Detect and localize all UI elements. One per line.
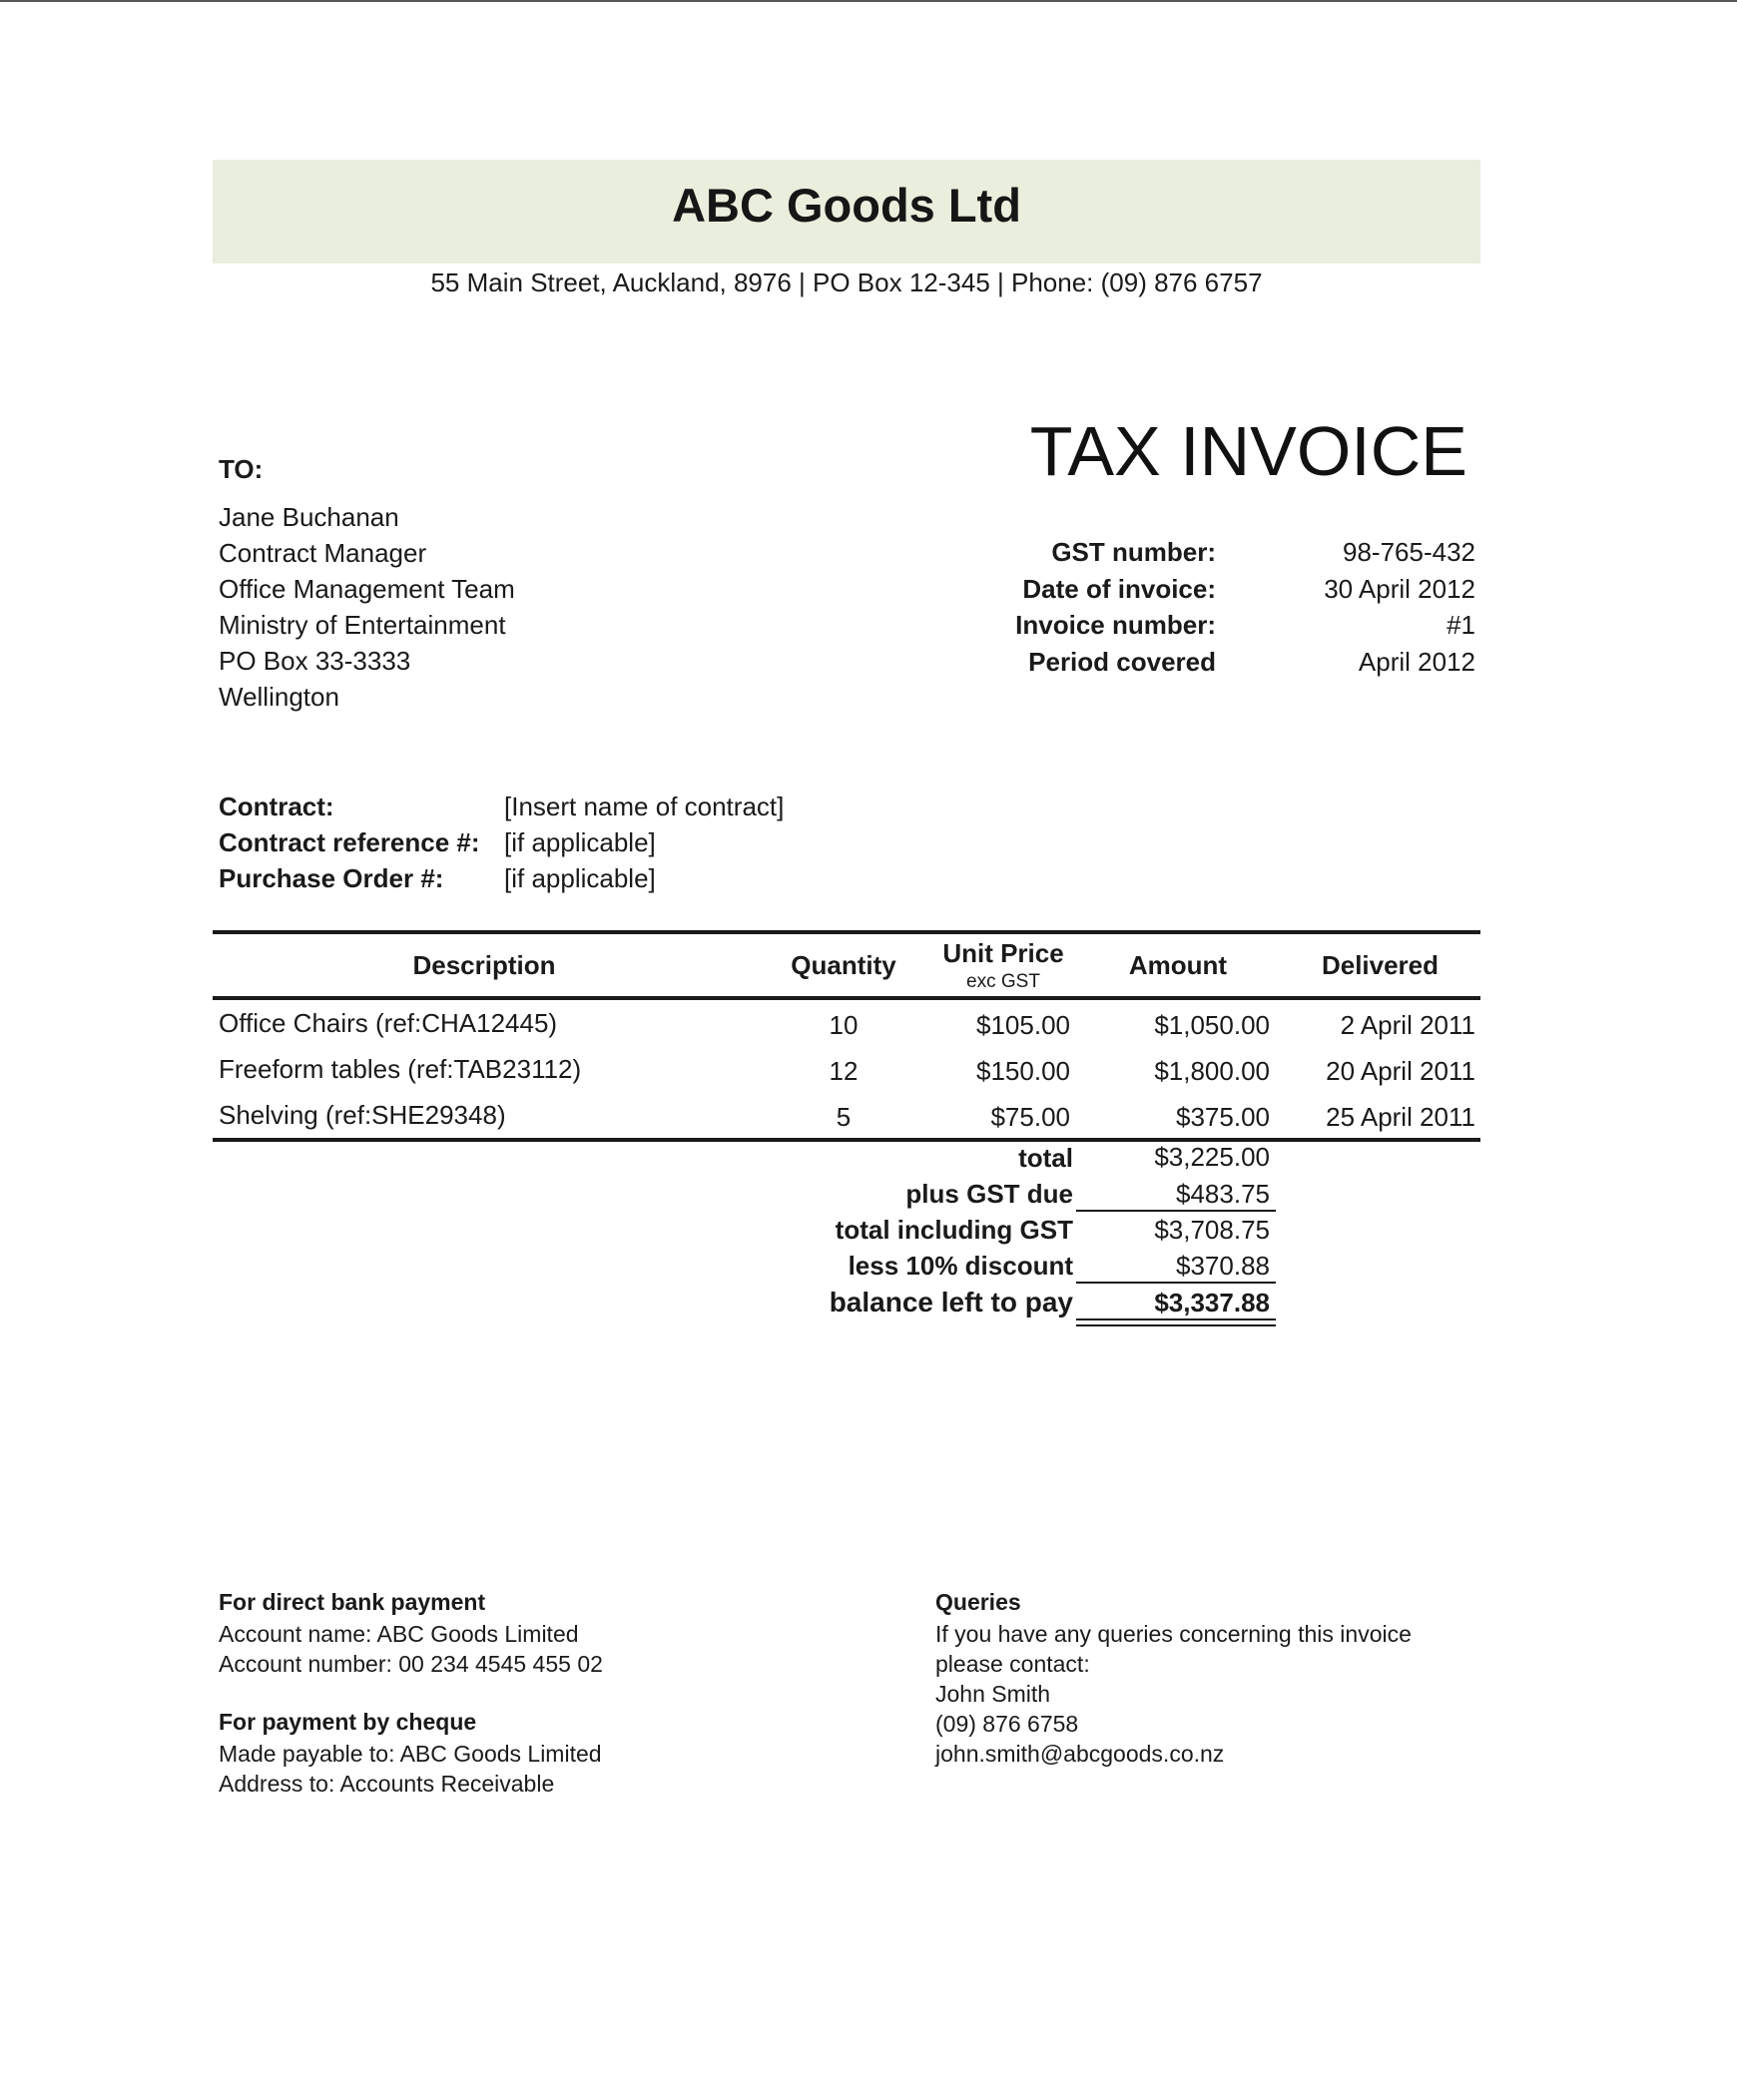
recipient-line: Wellington — [219, 682, 339, 712]
table-top-rule — [213, 930, 1480, 934]
header-delivered: Delivered — [1321, 950, 1440, 980]
contract-reference-value: [if applicable] — [504, 827, 656, 857]
row-delivered: 25 April 2011 — [1326, 1102, 1475, 1132]
recipient-line: Contract Manager — [219, 538, 427, 568]
header-amount: Amount — [1128, 950, 1228, 980]
summary-underline — [1076, 1210, 1276, 1212]
contract-values — [504, 788, 784, 896]
summary-underline — [1076, 1282, 1276, 1284]
header-unit-price-sub: exc GST — [966, 971, 1040, 992]
summary-total-incl-gst-value: $3,708.75 — [1154, 1215, 1270, 1245]
summary-discount-label: less 10% discount — [848, 1251, 1073, 1281]
balance-double-underline — [1076, 1318, 1276, 1320]
row-quantity: 5 — [836, 1102, 852, 1132]
summary-discount-value: $370.88 — [1176, 1251, 1270, 1281]
row-quantity: 12 — [829, 1056, 859, 1086]
row-amount: $1,050.00 — [1154, 1010, 1270, 1040]
recipient-line: Jane Buchanan — [219, 502, 399, 532]
row-unit-price: $75.00 — [990, 1102, 1070, 1132]
recipient-label: TO: — [219, 454, 264, 484]
contract-reference-label: Contract reference #: — [219, 827, 480, 857]
table-header-rule — [213, 996, 1480, 1000]
contract-label: Contract: — [219, 791, 334, 821]
row-delivered: 2 April 2011 — [1340, 1010, 1475, 1040]
cheque-payable-to: Made payable to: ABC Goods Limited — [219, 1741, 602, 1767]
row-description: Office Chairs (ref:CHA12445) — [219, 1008, 558, 1038]
row-amount: $375.00 — [1176, 1102, 1270, 1132]
invoice-number-value: #1 — [1447, 610, 1475, 640]
recipient-address — [219, 499, 515, 715]
purchase-order-value: [if applicable] — [504, 863, 656, 893]
company-address: 55 Main Street, Auckland, 8976 | PO Box 12-345 | Phone: (09) 876 6757 — [430, 267, 1263, 297]
invoice-meta-labels — [898, 534, 1216, 680]
cheque-payment-details — [219, 1739, 602, 1799]
header-description: Description — [412, 950, 556, 980]
invoice-date-value: 30 April 2012 — [1324, 573, 1475, 604]
row-unit-price: $105.00 — [976, 1010, 1070, 1040]
bank-payment-heading: For direct bank payment — [219, 1589, 486, 1615]
contact-phone: (09) 876 6758 — [935, 1711, 1079, 1737]
row-description: Shelving (ref:SHE29348) — [219, 1100, 506, 1130]
summary-balance-label: balance left to pay — [829, 1287, 1073, 1317]
contact-email[interactable]: john.smith@abcgoods.co.nz — [935, 1741, 1225, 1767]
contact-name: John Smith — [935, 1681, 1051, 1707]
summary-gst-value: $483.75 — [1176, 1179, 1270, 1209]
queries-heading: Queries — [935, 1589, 1021, 1615]
summary-total-label: total — [1018, 1143, 1073, 1173]
contract-value: [Insert name of contract] — [504, 791, 785, 821]
company-name: ABC Goods Ltd — [672, 179, 1021, 232]
gst-number-value: 98-765-432 — [1343, 537, 1475, 567]
summary-gst-label: plus GST due — [905, 1179, 1073, 1209]
bank-payment-details — [219, 1619, 603, 1679]
row-delivered: 20 April 2011 — [1326, 1056, 1475, 1086]
table-bottom-rule — [213, 1138, 1480, 1142]
row-quantity: 10 — [829, 1010, 859, 1040]
cheque-address-to: Address to: Accounts Receivable — [219, 1771, 555, 1797]
recipient-line: PO Box 33-3333 — [219, 646, 411, 676]
top-border-line — [0, 0, 1737, 2]
header-quantity: Quantity — [791, 950, 896, 980]
row-unit-price: $150.00 — [976, 1056, 1070, 1086]
queries-text: please contact: — [935, 1651, 1090, 1677]
invoice-date-label: Date of invoice: — [1022, 573, 1216, 604]
contract-labels — [219, 788, 480, 896]
purchase-order-label: Purchase Order #: — [219, 863, 444, 893]
balance-double-underline — [1076, 1324, 1276, 1326]
gst-number-label: GST number: — [1051, 537, 1216, 567]
recipient-line: Ministry of Entertainment — [219, 610, 506, 640]
document-title: TAX INVOICE — [1029, 412, 1467, 490]
summary-total-incl-gst-label: total including GST — [835, 1215, 1073, 1245]
row-description: Freeform tables (ref:TAB23112) — [219, 1054, 582, 1084]
summary-total-value: $3,225.00 — [1154, 1142, 1270, 1172]
row-amount: $1,800.00 — [1154, 1056, 1270, 1086]
period-covered-value: April 2012 — [1358, 646, 1475, 677]
invoice-meta-values — [1238, 534, 1475, 680]
queries-text: If you have any queries concerning this invoice — [935, 1621, 1412, 1647]
bank-account-number: Account number: 00 234 4545 455 02 — [219, 1651, 603, 1677]
invoice-number-label: Invoice number: — [1015, 610, 1216, 640]
recipient-line: Office Management Team — [219, 574, 515, 604]
bank-account-name: Account name: ABC Goods Limited — [219, 1621, 579, 1647]
header-unit-price: Unit Price — [942, 938, 1064, 968]
queries-details — [935, 1619, 1412, 1769]
period-covered-label: Period covered — [1028, 646, 1216, 677]
cheque-payment-heading: For payment by cheque — [219, 1709, 477, 1735]
summary-balance-value: $3,337.88 — [1154, 1288, 1270, 1317]
